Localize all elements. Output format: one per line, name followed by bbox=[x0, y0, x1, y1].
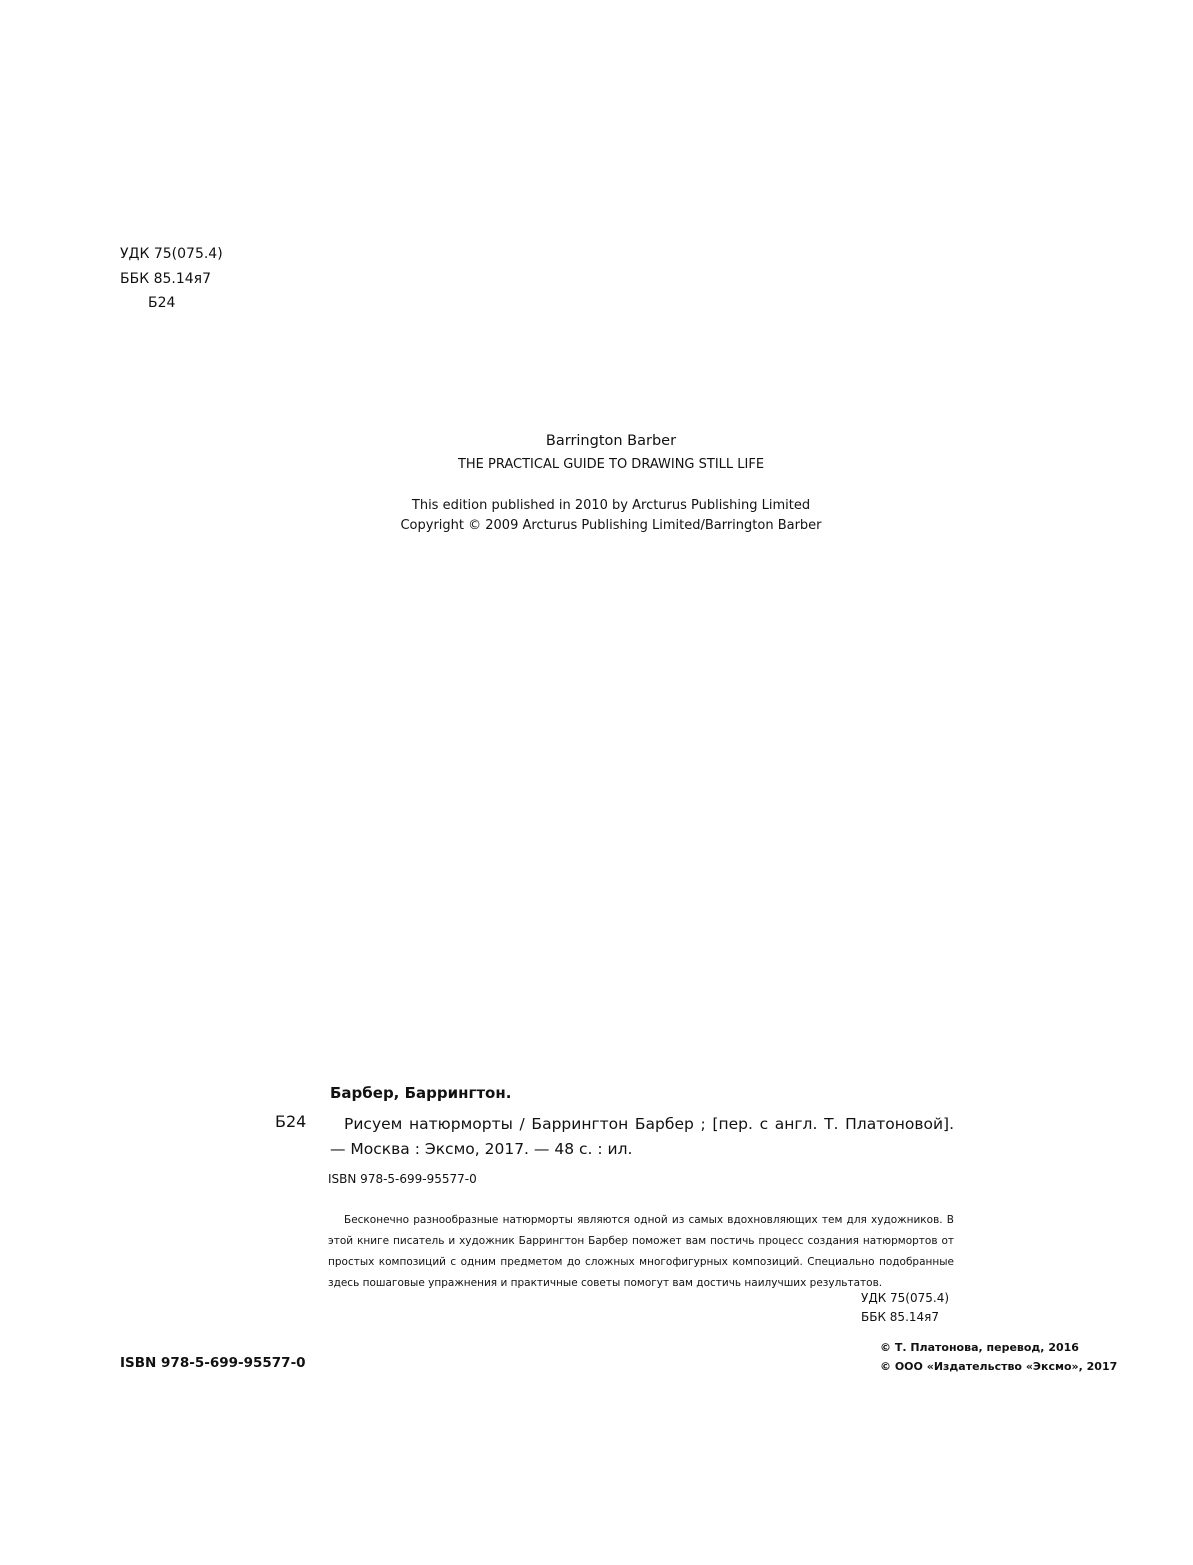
isbn-footer: ISBN 978-5-699-95577-0 bbox=[120, 1355, 306, 1371]
author-mark-top: Б24 bbox=[148, 295, 176, 311]
copyright-translation: © Т. Платонова, перевод, 2016 bbox=[880, 1341, 1079, 1354]
original-title: THE PRACTICAL GUIDE TO DRAWING STILL LIFE bbox=[457, 457, 765, 472]
udk-code-top: УДК 75(075.4) bbox=[120, 246, 223, 262]
copyright-line: Copyright © 2009 Arcturus Publishing Limited/Barrington Barber bbox=[400, 518, 822, 533]
udk-code-bottom: УДК 75(075.4) bbox=[861, 1291, 950, 1305]
bib-author-heading: Барбер, Баррингтон. bbox=[330, 1084, 512, 1102]
bib-title-statement: Рисуем натюрморты / Баррингтон Барбер ; [пер. с англ. Т. Платоновой]. — Москва : Эксмо, 2017. — 48 с. : ил. bbox=[330, 1115, 954, 1158]
original-author: Barrington Barber bbox=[545, 433, 677, 449]
copyright-publisher: © ООО «Издательство «Эксмо», 2017 bbox=[880, 1360, 1118, 1373]
bib-annotation: Бесконечно разнообразные натюрморты являются одной из самых вдохновляющих тем для художников. В этой книге писатель и художник Баррингтон Барбер поможет вам постичь процесс создания натюрмортов от простых композиций с одним предметом до сложных многофигурных композиций. Специально подобранные здесь пошаговые упражнения и практичные советы помогут вам достичь наилучших результатов. bbox=[328, 1214, 954, 1289]
bbk-code-top: ББК 85.14я7 bbox=[120, 271, 212, 287]
edition-line: This edition published in 2010 by Arcturus Publishing Limited bbox=[411, 498, 811, 513]
original-edition-block bbox=[0, 430, 1193, 536]
bib-isbn: ISBN 978-5-699-95577-0 bbox=[328, 1172, 477, 1186]
bib-author-mark: Б24 bbox=[275, 1112, 307, 1131]
bbk-code-bottom: ББК 85.14я7 bbox=[861, 1310, 940, 1324]
